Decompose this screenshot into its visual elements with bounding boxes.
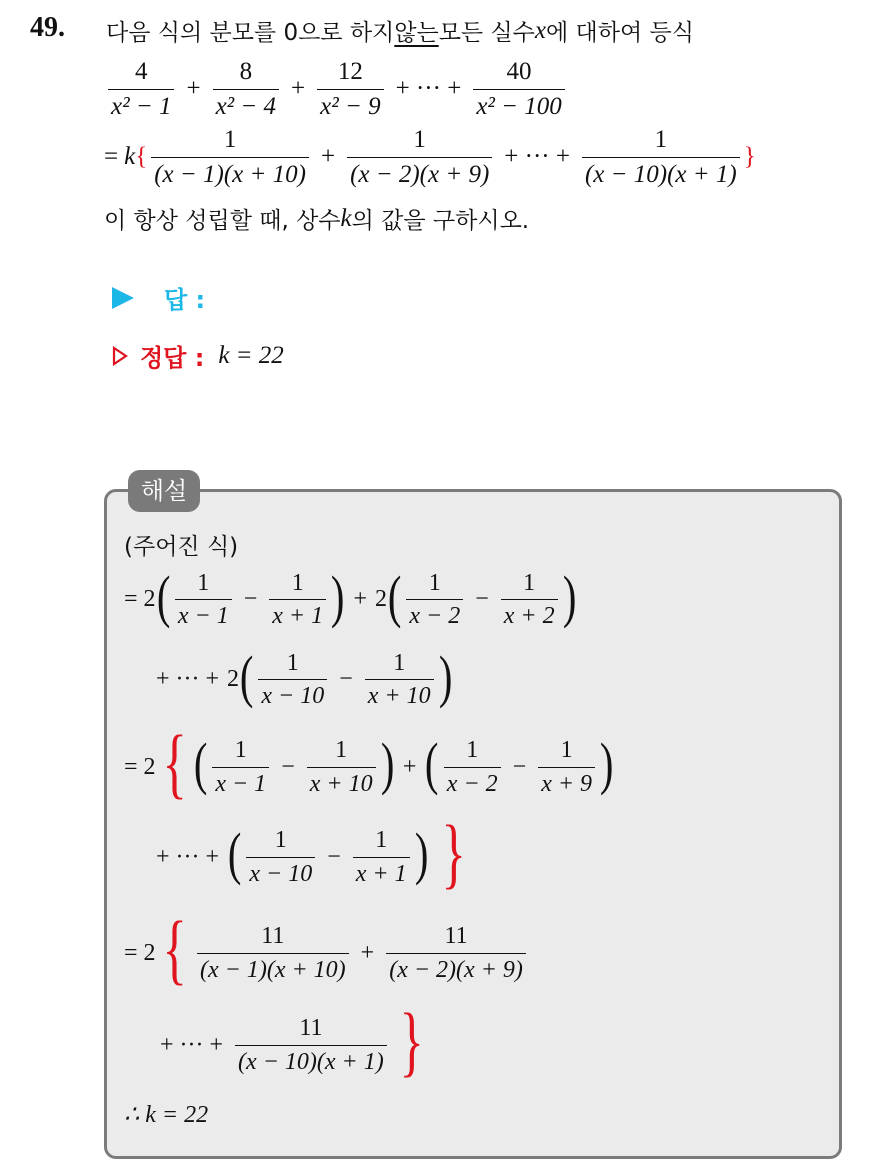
solution-line-7: + ··· + $\frac{11}{(x - 10)(x + 1)}$ } (160, 997, 424, 1084)
fraction: $\frac{11}{(x - 2)(x + 9)}$ (386, 923, 526, 983)
solution-line-3: + ··· + 2 ( $\frac{1}{x - 10}$ − $\frac{1}{x + 10}$ ) (156, 643, 453, 710)
fraction: $\frac{4}{\text{x² − 1}}$ (108, 58, 174, 120)
fraction: $\frac{12}{\text{x² − 9}}$ (317, 58, 383, 120)
answer-label: 답 : (164, 286, 206, 314)
fraction: $\frac{1}{x - 10}$ (258, 650, 327, 710)
correct-answer-value: k = 22 (218, 341, 284, 369)
fraction: $\frac{1}{x + 1}$ (269, 570, 326, 630)
open-brace: { (162, 905, 187, 992)
problem-stem: 다음 식의 분모를 0으로 하지 않는 모든 실수 x 에 대하여 등식 (106, 14, 694, 47)
fraction: $\frac{1}{(x - 10)(x + 1)}$ (582, 126, 740, 188)
solution-final: ∴ k = 22 (124, 1102, 209, 1128)
correct-answer-label: 정답 : (140, 344, 205, 372)
solution-tag: 해설 (128, 470, 200, 512)
close-brace: } (441, 809, 466, 896)
solution-line-2: = 2 ( $\frac{1}{x - 1}$ − $\frac{1}{x + 1}$ ) + 2 ( $\frac{1}{x - 2}$ − $\frac{1}{x + 2}$ ) (124, 563, 577, 630)
fraction: $\frac{1}{(x - 1)(x + 10)}$ (151, 126, 309, 188)
equation-rhs: = k { $\frac{1}{(x - 1)(x + 10)}$ + $\frac{1}{(x - 2)(x + 9)}$ + ··· + $\frac{1}{(x - 10)(x + 1)}$ } (104, 126, 756, 188)
solution-line-5: + ··· + ( $\frac{1}{x - 10}$ − $\frac{1}{x + 1}$ ) } (156, 809, 466, 896)
answer-row (112, 280, 205, 315)
problem-number: 49. (30, 12, 65, 43)
fraction: $\frac{1}{x + 10}$ (307, 737, 376, 797)
solution-line-1: (주어진 식) (124, 534, 239, 560)
fraction: $\frac{1}{x + 2}$ (501, 570, 558, 630)
fraction: $\frac{1}{x - 10}$ (246, 827, 315, 887)
fraction: $\frac{1}{x - 2}$ (406, 570, 463, 630)
open-brace: { (162, 719, 187, 806)
open-brace: { (135, 143, 148, 170)
fraction: $\frac{1}{x + 9}$ (538, 737, 595, 797)
solution-line-4: = 2 { ( $\frac{1}{x - 1}$ − $\frac{1}{x + 10}$ ) + ( $\frac{1}{x - 2}$ − $\frac{1}{x + 9}$ ) (124, 719, 614, 806)
fraction: $\frac{8}{\text{x² − 4}}$ (213, 58, 279, 120)
problem-question: 이 항상 성립할 때, 상수 k 의 값을 구하시오. (104, 204, 530, 234)
fraction: $\frac{1}{(x - 2)(x + 9)}$ (347, 126, 492, 188)
close-brace: } (399, 997, 424, 1084)
solution-line-6: = 2 { $\frac{11}{(x - 1)(x + 10)}$ + $\frac{11}{(x - 2)(x + 9)}$ (124, 914, 530, 992)
fraction: $\frac{40}{\text{x² − 100}}$ (473, 58, 564, 120)
fraction: $\frac{11}{(x - 1)(x + 10)}$ (197, 923, 349, 983)
equation-lhs: $\frac{4}{\text{x² − 1}}$ + $\frac{8}{\text{x² − 4}}$ + $\frac{12}{\text{x² − 9}}$ + ··· + $\frac{40}{\text{x² − 100}}$ (104, 58, 569, 120)
fraction: $\frac{1}{x + 1}$ (353, 827, 410, 887)
underlined-word: 않는 (394, 20, 439, 46)
fraction: $\frac{1}{x - 2}$ (444, 737, 501, 797)
correct-answer-row (112, 338, 284, 373)
close-brace: } (743, 143, 756, 170)
play-triangle-icon (112, 287, 134, 309)
fraction: $\frac{1}{x - 1}$ (175, 570, 232, 630)
fraction: $\frac{11}{(x - 10)(x + 1)}$ (235, 1015, 387, 1075)
fraction: $\frac{1}{x - 1}$ (212, 737, 269, 797)
fraction: $\frac{1}{x + 10}$ (365, 650, 434, 710)
triangle-outline-icon (112, 346, 128, 366)
